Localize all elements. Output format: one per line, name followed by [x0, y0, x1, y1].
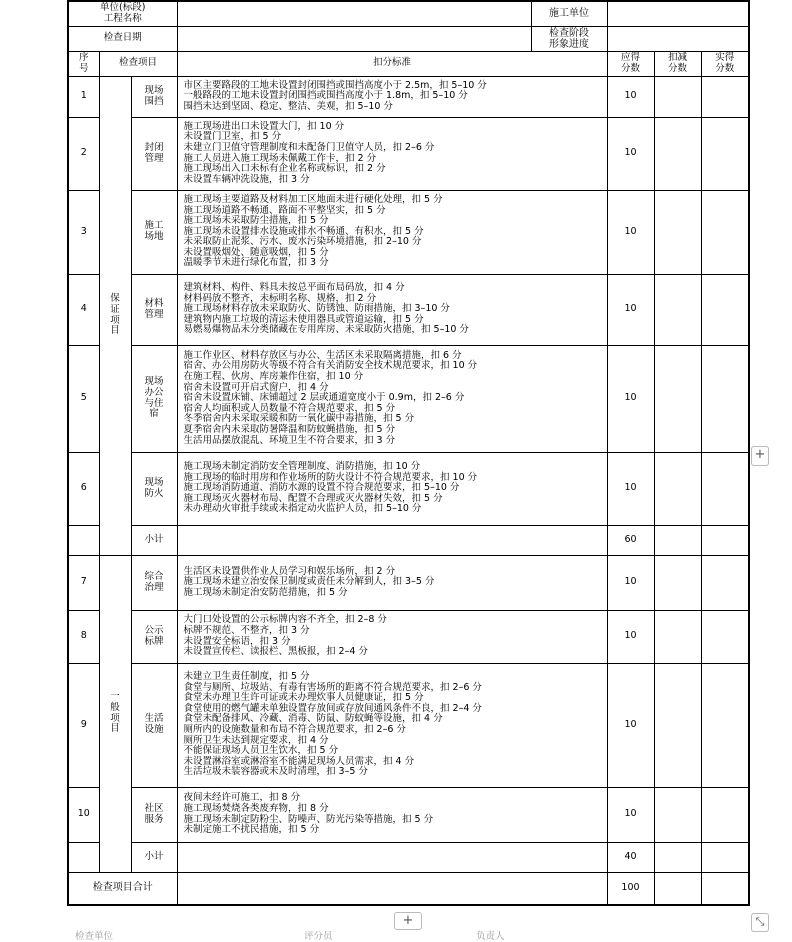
deduction-criteria [177, 610, 607, 663]
deduction-criteria [177, 190, 607, 274]
actual-score-header: 实得 分数 [701, 51, 749, 76]
criteria-line: 施工现场材料存放未采取防火、防锈蚀、防雨措施，扣 3–10 分 [183, 303, 450, 315]
row-number [68, 525, 99, 555]
criteria-line: 不能保证现场人员卫生饮水，扣 5 分 [183, 745, 339, 757]
criteria-line: 建筑材料、构件、料具未按总平面布局码放，扣 4 分 [183, 282, 405, 294]
deduct-score-cell[interactable] [654, 345, 701, 452]
inspection-score-sheet [67, 0, 748, 912]
criteria-line: 在施工程、伙房、库房兼作住宿，扣 10 分 [183, 371, 364, 383]
inspection-item: 社区 服务 [131, 787, 177, 842]
criteria-line: 围挡未达到坚固、稳定、整洁、美观，扣 5–10 分 [183, 100, 393, 112]
deduct-score-cell[interactable] [654, 190, 701, 274]
inspection-item: 施工 场地 [131, 190, 177, 274]
deduct-score-cell[interactable] [654, 842, 701, 872]
criteria-line: 施工现场未制定防粉尘、防噪声、防光污染等措施，扣 5 分 [183, 813, 434, 825]
group-label-char: 目 [110, 325, 120, 337]
deduction-criteria [177, 345, 607, 452]
deduct-score-cell[interactable] [654, 610, 701, 663]
criteria-line: 材料码放不整齐，未标明名称、规格，扣 2 分 [183, 292, 377, 304]
deduction-criteria [177, 842, 607, 872]
add-column-button[interactable]: + [751, 446, 769, 466]
criteria-line: 食堂未办理卫生许可证或未办理炊事人员健康证，扣 5 分 [183, 692, 424, 704]
progress-label: 检查阶段 形象进度 [531, 27, 607, 51]
progress-value[interactable] [607, 26, 749, 51]
actual-score-cell[interactable] [701, 452, 749, 525]
criteria-line: 施工现场未采取防尘措施，扣 5 分 [183, 215, 329, 227]
criteria-line: 夜间未经许可施工，扣 8 分 [183, 792, 301, 804]
row-number: 10 [68, 787, 99, 842]
actual-score-cell[interactable] [701, 787, 749, 842]
due-score: 10 [607, 452, 654, 525]
inspect-unit-label: 检查单位 [75, 931, 114, 942]
criteria-line: 施工现场未制定消防安全管理制度、消防措施，扣 10 分 [183, 461, 421, 473]
criteria-line: 未设置门卫室，扣 5 分 [183, 131, 282, 143]
criteria-line: 未设置吸烟处、随意吸烟，扣 5 分 [183, 246, 329, 258]
table-row [68, 190, 749, 274]
criteria-line: 未建立门卫值守管理制度和未配备门卫值守人员，扣 2–6 分 [183, 141, 435, 153]
due-score: 10 [607, 555, 654, 610]
due-score: 40 [607, 842, 654, 872]
criteria-line: 易燃易爆物品未分类储藏在专用库房、未采取防火措施，扣 5–10 分 [183, 324, 469, 336]
criteria-line: 建筑物内施工垃圾的清运未使用器具或管道运输，扣 5 分 [183, 313, 424, 325]
inspection-item: 综合 治理 [131, 555, 177, 610]
table-row [68, 663, 749, 787]
inspection-item: 封闭 管理 [131, 117, 177, 190]
criteria-line: 施工现场未建立治安保卫制度或责任未分解到人，扣 3–5 分 [183, 576, 435, 588]
actual-score-cell[interactable] [701, 117, 749, 190]
deduction-criteria [177, 117, 607, 190]
deduct-score-header: 扣减 分数 [654, 51, 701, 76]
expand-icon[interactable]: ⤡ [751, 913, 769, 932]
score-table [67, 0, 750, 906]
criteria-line: 厕所内的设施数量和布局不符合规范要求，扣 2–6 分 [183, 724, 406, 735]
group-label-char: 一 [110, 691, 120, 703]
table-row [68, 452, 749, 525]
deduct-score-cell[interactable] [654, 555, 701, 610]
deduct-score-cell[interactable] [654, 117, 701, 190]
group-label-char: 般 [110, 701, 120, 713]
criteria-line: 温暖季节未进行绿化布置，扣 3 分 [183, 257, 329, 269]
row-number: 8 [68, 610, 99, 663]
criteria-line: 施工现场出入口未标有企业名称或标识，扣 2 分 [183, 163, 386, 175]
subtotal-label: 小计 [131, 525, 177, 555]
criteria-line: 施工人员进入施工现场未佩戴工作卡，扣 2 分 [183, 152, 377, 164]
deduct-score-cell[interactable] [654, 274, 701, 345]
group-label-char: 保 [110, 293, 120, 305]
table-row [68, 610, 749, 663]
criteria-line: 未办理动火审批手续或未指定动火监护人员，扣 5–10 分 [183, 503, 422, 515]
criteria-line: 宿舍人均面积或人员数量不符合规范要求，扣 5 分 [183, 402, 396, 414]
criteria-line: 施工现场的临时用房和作业场所的防火设计不符合规范要求，扣 10 分 [183, 471, 478, 483]
criteria-header: 扣分标准 [177, 51, 607, 76]
actual-score-cell[interactable] [701, 663, 749, 787]
row-number: 5 [68, 345, 99, 452]
inspection-item: 生活 设施 [131, 663, 177, 787]
criteria-line: 一般路段的工地未设置封闭围挡或围挡高度小于 1.8m，扣 5–10 分 [183, 90, 468, 102]
actual-score-cell[interactable] [701, 610, 749, 663]
deduct-score-cell[interactable] [654, 76, 701, 117]
criteria-line: 冬季宿舍内未采取采暖和防一氧化碳中毒措施，扣 5 分 [183, 413, 415, 425]
add-row-button[interactable]: + [394, 912, 422, 930]
inspection-date-label: 检查日期 [68, 26, 177, 51]
table-row [68, 117, 749, 190]
criteria-line: 施工现场焚烧各类废弃物，扣 8 分 [183, 802, 329, 814]
criteria-line: 生活区未设置供作业人员学习和娱乐场所，扣 2 分 [183, 565, 396, 577]
criteria-line: 未采取防止泥浆、污水、废水污染环境措施，扣 2–10 分 [183, 236, 422, 248]
criteria-line: 宿舍、办公用房防火等级不符合有关消防安全技术规范要求，扣 10 分 [183, 360, 478, 372]
criteria-line: 未设置宣传栏、读报栏、黑板报，扣 2–4 分 [183, 646, 368, 658]
table-row [68, 787, 749, 842]
guarantee-items-group [99, 76, 131, 555]
subtotal-row [68, 525, 749, 555]
inspection-date-value[interactable] [177, 26, 607, 51]
deduction-criteria [177, 525, 607, 555]
deduction-criteria [177, 274, 607, 345]
reviewer-label: 评分员 [304, 931, 333, 942]
seq-header: 序 号 [68, 51, 99, 76]
footer-signatures [75, 928, 575, 940]
due-score: 10 [607, 190, 654, 274]
row-number: 7 [68, 555, 99, 610]
criteria-line: 食堂使用的燃气罐未单独设置存放间或存放间通风条件不良，扣 2–4 分 [183, 702, 482, 714]
actual-score-cell[interactable] [701, 842, 749, 872]
criteria-line: 施工现场道路不畅通、路面不平整坚实，扣 5 分 [183, 204, 386, 216]
criteria-line: 施工现场进出口未设置大门，扣 10 分 [183, 120, 345, 132]
criteria-line: 未设置车辆冲洗设施，扣 3 分 [183, 173, 310, 185]
row-number: 1 [68, 76, 99, 117]
deduct-score-cell[interactable] [654, 787, 701, 842]
criteria-line: 标牌不规范、不整齐，扣 3 分 [183, 624, 310, 636]
inspection-item: 公示 标牌 [131, 610, 177, 663]
actual-score-cell[interactable] [701, 345, 749, 452]
criteria-line: 施工作业区、材料存放区与办公、生活区未采取隔离措施，扣 6 分 [183, 349, 462, 361]
actual-score-cell[interactable] [701, 190, 749, 274]
actual-score-cell[interactable] [701, 76, 749, 117]
criteria-line: 大门口处设置的公示标牌内容不齐全，扣 2–8 分 [183, 614, 387, 626]
due-score: 10 [607, 610, 654, 663]
due-score-header: 应得 分数 [607, 51, 654, 76]
due-score: 60 [607, 525, 654, 555]
deduction-criteria [177, 76, 607, 117]
group-label-char: 项 [110, 314, 120, 326]
actual-score-cell[interactable] [701, 555, 749, 610]
table-row [68, 345, 749, 452]
table-row [68, 555, 749, 610]
inspection-item: 现场 围挡 [131, 76, 177, 117]
total-due-score: 100 [607, 872, 654, 905]
criteria-line: 施工现场主要道路及材料加工区地面未进行硬化处理，扣 5 分 [183, 193, 443, 205]
deduction-criteria [177, 663, 607, 787]
criteria-line: 食堂与厕所、垃圾站、有毒有害场所的距离不符合规范要求，扣 2–6 分 [183, 681, 482, 693]
due-score: 10 [607, 787, 654, 842]
deduct-score-cell[interactable] [654, 525, 701, 555]
subtotal-row [68, 842, 749, 872]
deduction-criteria [177, 452, 607, 525]
due-score: 10 [607, 76, 654, 117]
criteria-line: 食堂未配备排风、冷藏、消毒、防鼠、防蚊蝇等设施，扣 4 分 [183, 713, 443, 725]
criteria-line: 市区主要路段的工地未设置封闭围挡或围挡高度小于 2.5m，扣 5–10 分 [183, 79, 487, 91]
group-label-char: 证 [110, 303, 120, 315]
deduction-criteria [177, 787, 607, 842]
criteria-line: 未建立卫生责任制度，扣 5 分 [183, 671, 310, 683]
row-number: 2 [68, 117, 99, 190]
criteria-line: 夏季宿舍内未采取防暑降温和防蚊蝇措施，扣 5 分 [183, 423, 396, 435]
group-label-char: 目 [110, 723, 120, 735]
criteria-line: 厕所卫生未达到规定要求，扣 4 分 [183, 734, 329, 746]
table-row [68, 76, 749, 117]
total-criteria-cell [177, 872, 607, 905]
total-deduct-score[interactable] [654, 872, 701, 905]
group-label-char: 项 [110, 712, 120, 724]
due-score: 10 [607, 345, 654, 452]
due-score: 10 [607, 117, 654, 190]
construction-unit-label: 施工单位 [531, 2, 607, 26]
actual-score-cell[interactable] [701, 525, 749, 555]
deduct-score-cell[interactable] [654, 452, 701, 525]
row-number [68, 842, 99, 872]
inspection-item: 现场 办公 与住 宿 [131, 345, 177, 452]
total-label: 检查项目合计 [68, 872, 177, 905]
item-header: 检查项目 [99, 51, 177, 76]
criteria-line: 宿舍未设置床铺、床铺超过 2 层或通道宽度小于 0.9m，扣 2–6 分 [183, 392, 465, 404]
unit-project-label: 单位(标段) 工程名称 [68, 1, 177, 26]
row-number: 6 [68, 452, 99, 525]
table-row [68, 274, 749, 345]
deduction-criteria [177, 555, 607, 610]
person-in-charge-label: 负责人 [476, 931, 505, 942]
total-actual-score[interactable] [701, 872, 749, 905]
deduct-score-cell[interactable] [654, 663, 701, 787]
due-score: 10 [607, 663, 654, 787]
criteria-line: 施工现场未制定治安防范措施，扣 5 分 [183, 586, 348, 598]
criteria-line: 未设置安全标语，扣 3 分 [183, 635, 291, 647]
unit-project-value[interactable] [177, 1, 607, 26]
criteria-line: 施工现场灭火器材布局、配置不合理或灭火器材失效，扣 5 分 [183, 492, 443, 504]
actual-score-cell[interactable] [701, 274, 749, 345]
score-rows [68, 76, 749, 872]
inspection-item: 材料 管理 [131, 274, 177, 345]
row-number: 9 [68, 663, 99, 787]
general-items-group [99, 555, 131, 872]
criteria-line: 未设置淋浴室或淋浴室不能满足现场人员需求，扣 4 分 [183, 755, 415, 767]
criteria-line: 生活用品摆放混乱、环境卫生不符合要求，扣 3 分 [183, 434, 396, 446]
due-score: 10 [607, 274, 654, 345]
criteria-line: 宿舍未设置可开启式窗户，扣 4 分 [183, 381, 329, 393]
row-number: 3 [68, 190, 99, 274]
construction-unit-value[interactable] [607, 1, 749, 26]
criteria-line: 生活垃圾未装容器或未及时清理，扣 3–5 分 [183, 766, 368, 778]
row-number: 4 [68, 274, 99, 345]
criteria-line: 未制定施工不扰民措施，扣 5 分 [183, 824, 320, 836]
inspection-item: 现场 防火 [131, 452, 177, 525]
subtotal-label: 小计 [131, 842, 177, 872]
criteria-line: 施工现场消防通道、消防水源的设置不符合规范要求，扣 5–10 分 [183, 482, 460, 494]
criteria-line: 施工现场未设置排水设施或排水不畅通、有积水，扣 5 分 [183, 225, 424, 237]
